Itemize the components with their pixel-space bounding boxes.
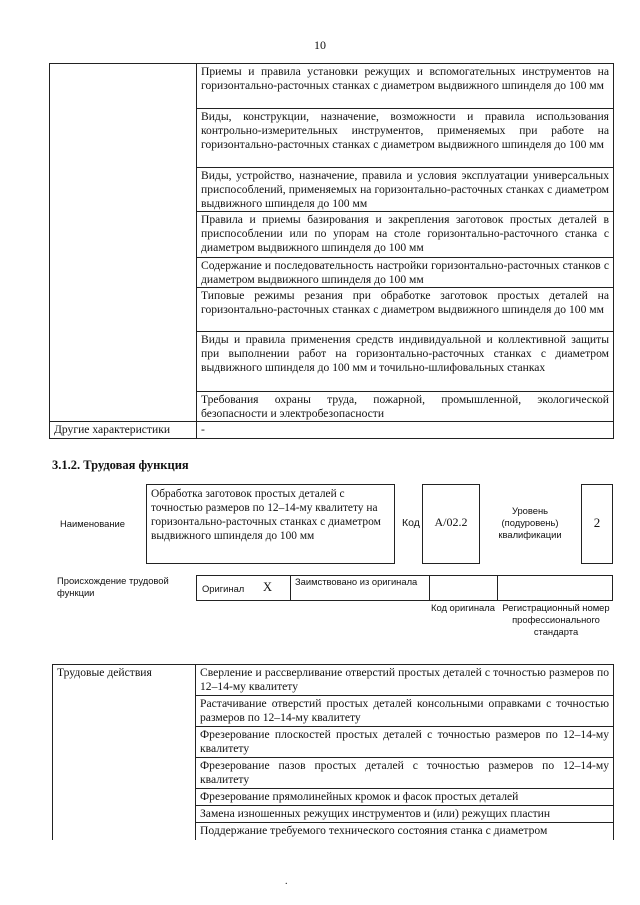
name-label: Наименование [60, 518, 125, 529]
registration-caption: Регистрационный номер профессионального стандарта [502, 602, 610, 637]
registration-number-cell [497, 575, 613, 601]
original-label: Оригинал [202, 583, 245, 594]
knowledge-row: Виды и правила применения средств индивидуальной и коллективной защиты при выполнении работ на горизонтально-расточных станках с диаметром выдвижного шпинделя до 100 мм и точильно-шлифовальных станках [197, 332, 614, 392]
labor-actions-label: Трудовые действия [53, 665, 196, 840]
knowledge-label-cell [50, 64, 197, 422]
knowledge-row: Требования охраны труда, пожарной, промышленной, экологической безопасности и электробезопасности [197, 392, 614, 422]
action-row: Поддержание требуемого технического состояния станка с диаметром [196, 823, 614, 840]
code-label: Код [402, 517, 420, 529]
knowledge-row: Типовые режимы резания при обработке заготовок простых деталей на горизонтально-расточных станках с диаметром выдвижного шпинделя до 100 мм [197, 288, 614, 332]
original-code-cell [429, 575, 498, 601]
knowledge-row: Виды, устройство, назначение, правила и условия эксплуатации универсальных приспособлений, применяемых на горизонтально-расточных станках с диаметром выдвижного шпинделя до 100 мм [197, 168, 614, 212]
knowledge-row: Содержание и последовательность настройки горизонтально-расточных станков с диаметром выдвижного шпинделя до 100 мм [197, 258, 614, 288]
knowledge-row: Приемы и правила установки режущих и вспомогательных инструментов на горизонтально-расточных станках с диаметром выдвижного шпинделя до 100 мм [197, 64, 614, 109]
original-mark: X [263, 580, 273, 594]
knowledge-row: Виды, конструкции, назначение, возможности и правила использования контрольно-измерительных инструментов, применяемых при работе на горизонтально-расточных станках с диаметром выдвижного шпинделя до 100 мм [197, 109, 614, 168]
action-row: Замена изношенных режущих инструментов и (или) режущих пластин [196, 806, 614, 823]
action-row: Фрезерование прямолинейных кромок и фасок простых деталей [196, 789, 614, 806]
borrowed-cell [290, 575, 430, 601]
labor-actions-table [52, 664, 614, 840]
action-row: Растачивание отверстий простых деталей консольными оправками с точностью размеров по 12–14-му квалитету [196, 696, 614, 727]
knowledge-table [49, 63, 614, 439]
action-row: Сверление и рассверливание отверстий простых деталей с точностью размеров по 12–14-му квалитету [196, 665, 614, 696]
other-characteristics-value: - [197, 422, 614, 439]
origin-label: Происхождение трудовой функции [57, 575, 169, 598]
section-heading: 3.1.2. Трудовая функция [52, 458, 189, 472]
original-cell [196, 575, 291, 601]
footer-mark: . [285, 876, 288, 887]
other-characteristics-label: Другие характеристики [50, 422, 197, 439]
page-number: 10 [314, 38, 326, 52]
function-name-box: Обработка заготовок простых деталей с точностью размеров по 12–14-му квалитету на горизонтально-расточных станках с диаметром выдвижного шпинделя до 100 мм [146, 484, 395, 564]
code-caption: Код оригинала [431, 602, 495, 613]
level-value-box: 2 [581, 484, 613, 564]
level-label: Уровень (подуровень) квалификации [498, 505, 562, 540]
action-row: Фрезерование пазов простых деталей с точностью размеров по 12–14-му квалитету [196, 758, 614, 789]
function-code-box: A/02.2 [422, 484, 480, 564]
borrowed-label: Заимствовано из оригинала [295, 576, 418, 587]
knowledge-row: Правила и приемы базирования и закрепления заготовок простых деталей в приспособлении или по упорам на столе горизонтально-расточного станка с диаметром выдвижного шпинделя до 100 мм [197, 212, 614, 258]
origin-row [196, 575, 613, 601]
action-row: Фрезерование плоскостей простых деталей с точностью размеров по 12–14-му квалитету [196, 727, 614, 758]
